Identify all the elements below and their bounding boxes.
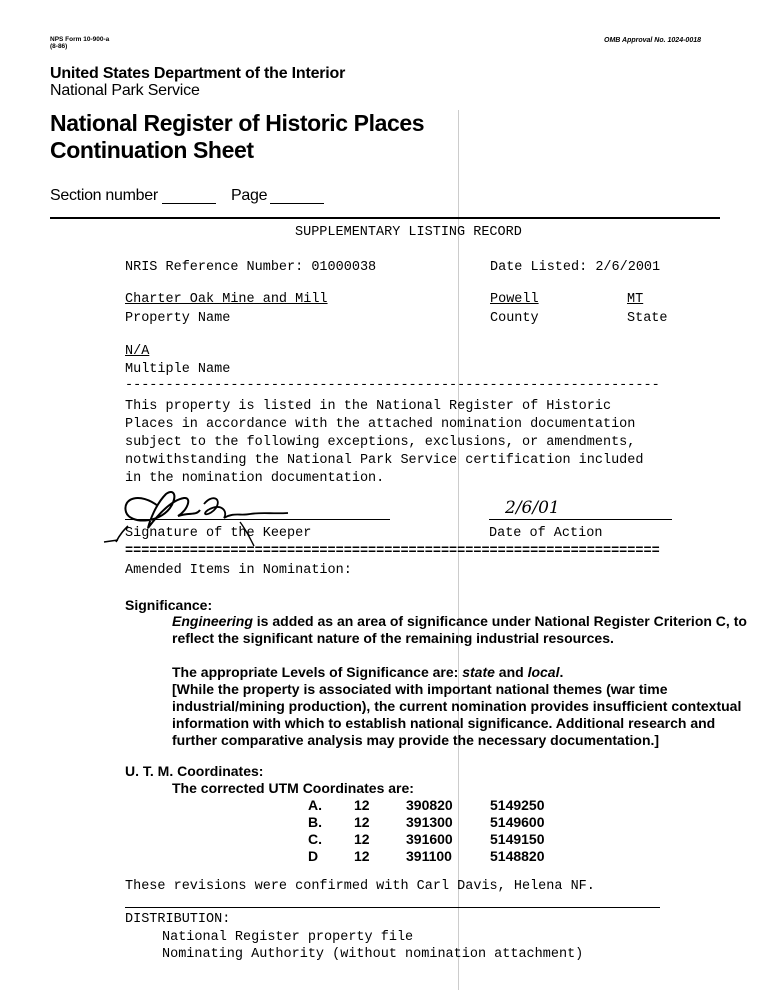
section-number-label: Section number — [50, 187, 158, 204]
page-title: National Register of Historic Places — [50, 110, 425, 136]
keeper-signature — [100, 482, 400, 552]
listing-statement-line: in the nomination documentation. — [125, 471, 385, 486]
date-of-action-line — [489, 519, 672, 520]
multiple-name-label: Multiple Name — [125, 362, 231, 377]
distribution-item: National Register property file — [162, 930, 414, 945]
utm-northing: 5149250 — [490, 796, 545, 813]
confirmation-note: These revisions were confirmed with Carl Davis, Helena NF. — [125, 879, 595, 894]
utm-northing: 5148820 — [490, 847, 545, 864]
utm-heading: U. T. M. Coordinates: — [125, 763, 264, 779]
utm-northing: 5149600 — [490, 813, 545, 830]
signature-line — [125, 519, 390, 520]
utm-northing: 5149150 — [490, 830, 545, 847]
action-date-handwritten: 2/6/01 — [505, 498, 560, 518]
county: Powell — [490, 292, 539, 307]
form-date: (8-86) — [50, 43, 68, 50]
table-row — [308, 796, 545, 813]
page-subtitle: Continuation Sheet — [50, 137, 254, 163]
utm-zone: 12 — [354, 796, 370, 813]
footer-rule — [125, 907, 660, 908]
signature-label: Signature of the Keeper — [125, 526, 312, 541]
header-rule — [50, 217, 720, 219]
table-row — [308, 847, 545, 864]
utm-zone: 12 — [354, 847, 370, 864]
omb-approval: OMB Approval No. 1024-0018 — [604, 37, 701, 44]
distribution-item: Nominating Authority (without nomination attachment) — [162, 947, 584, 962]
dashed-separator: ------------------------------------------------------------------ — [125, 378, 660, 393]
listing-statement-line: Places in accordance with the attached nomination documentation — [125, 417, 636, 432]
utm-easting: 391300 — [406, 813, 453, 830]
department-name: United States Department of the Interior — [50, 65, 346, 82]
property-name-label: Property Name — [125, 311, 231, 326]
utm-subheading: The corrected UTM Coordinates are: — [172, 780, 414, 796]
significance-p1-text: is added as an area of significance under National Register Criterion C, to reflect the significant nature of the remaining industrial resources. — [172, 613, 747, 646]
utm-easting: 390820 — [406, 796, 453, 813]
multiple-name: N/A — [125, 344, 150, 359]
page-blank — [270, 203, 324, 204]
levels-and: and — [494, 664, 528, 680]
form-number: NPS Form 10-900-a — [50, 36, 110, 43]
date-listed: Date Listed: 2/6/2001 — [490, 260, 661, 275]
listing-statement-line: subject to the following exceptions, exclusions, or amendments, — [125, 435, 636, 450]
engineering-term: Engineering — [172, 613, 253, 629]
county-label: County — [490, 311, 539, 326]
level-state: state — [462, 664, 495, 680]
double-separator: ================================================================== — [125, 544, 660, 559]
distribution-heading: DISTRIBUTION: — [125, 912, 231, 927]
nris-reference: NRIS Reference Number: 01000038 — [125, 260, 377, 275]
page-label: Page — [231, 187, 268, 204]
utm-label: D — [308, 847, 319, 864]
listing-statement-line: This property is listed in the National Register of Historic — [125, 399, 612, 414]
utm-zone: 12 — [354, 813, 370, 830]
levels-of-significance — [172, 664, 747, 681]
table-row — [308, 830, 545, 847]
significance-paragraph-3: [While the property is associated with important national themes (war time industrial/mining production), the current nomination provides insufficient contextual information with which to establish national significance. Additional research and further comparative analysis may provide the necessary documentation.] — [172, 681, 742, 748]
amended-heading: Amended Items in Nomination: — [125, 563, 352, 578]
significance-heading: Significance: — [125, 597, 213, 613]
utm-easting: 391100 — [406, 847, 452, 864]
property-name: Charter Oak Mine and Mill — [125, 292, 328, 307]
levels-prefix: The appropriate Levels of Significance are: — [172, 664, 463, 680]
state: MT — [627, 292, 644, 307]
table-row — [308, 813, 545, 830]
levels-end: . — [559, 664, 564, 680]
utm-label: B. — [308, 813, 322, 830]
significance-paragraph-1 — [172, 613, 747, 647]
utm-label: C. — [308, 830, 322, 847]
section-number-blank — [162, 203, 216, 204]
utm-table — [308, 796, 545, 864]
listing-statement-line: notwithstanding the National Park Service certification included — [125, 453, 644, 468]
level-local: local — [527, 664, 560, 680]
date-of-action-label: Date of Action — [489, 526, 603, 541]
utm-zone: 12 — [354, 830, 370, 847]
utm-easting: 391600 — [406, 830, 453, 847]
utm-label: A. — [308, 796, 322, 813]
service-name: National Park Service — [50, 82, 200, 99]
record-heading: SUPPLEMENTARY LISTING RECORD — [295, 225, 522, 240]
state-label: State — [627, 311, 668, 326]
